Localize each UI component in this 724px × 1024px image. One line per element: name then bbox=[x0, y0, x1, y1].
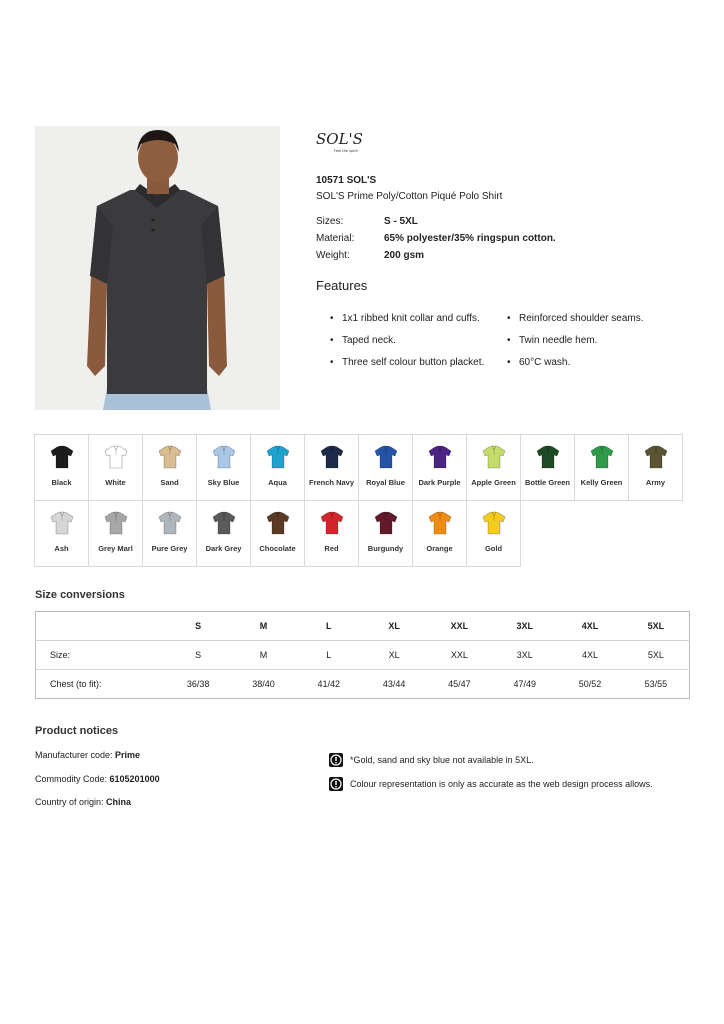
product-info bbox=[316, 128, 696, 377]
colour-swatch bbox=[142, 500, 197, 567]
colour-swatch bbox=[304, 434, 359, 501]
colour-swatch bbox=[466, 500, 521, 567]
polo-shirt-icon bbox=[211, 444, 237, 470]
polo-shirt-icon bbox=[265, 444, 291, 470]
colour-swatches bbox=[34, 434, 682, 566]
colour-swatch-label: Burgundy bbox=[367, 544, 404, 553]
colour-swatch-label: Gold bbox=[484, 544, 503, 553]
info-icon bbox=[329, 777, 343, 791]
feature-item: • Three self colour button placket. bbox=[330, 355, 500, 371]
polo-shirt-icon bbox=[643, 444, 669, 470]
table-cell bbox=[36, 612, 166, 641]
table-cell: 5XL bbox=[647, 621, 665, 631]
brand-logo bbox=[316, 128, 376, 154]
product-specs bbox=[316, 216, 696, 267]
feature-item: • 60°C wash. bbox=[507, 355, 644, 371]
table-cell: Chest (to fit): bbox=[36, 670, 166, 699]
polo-shirt-icon bbox=[49, 444, 75, 470]
colour-swatch bbox=[412, 434, 467, 501]
colour-swatch-label: Royal Blue bbox=[366, 478, 405, 487]
svg-text:SOL'S: SOL'S bbox=[316, 130, 363, 148]
colour-swatch bbox=[520, 434, 575, 501]
table-cell: 3XL bbox=[516, 621, 533, 631]
features-heading: Features bbox=[316, 278, 368, 293]
commodity-code: Commodity Code: 6105201000 bbox=[35, 773, 160, 784]
polo-shirt-icon bbox=[373, 444, 399, 470]
table-header-row bbox=[36, 612, 690, 641]
table-cell: 45/47 bbox=[427, 670, 492, 699]
table-cell: XXL bbox=[427, 641, 492, 670]
colour-swatch-label: Ash bbox=[54, 544, 69, 553]
colour-swatch bbox=[628, 434, 683, 501]
colour-swatch bbox=[574, 434, 629, 501]
product-code: 10571 SOL'S bbox=[316, 175, 377, 186]
colour-swatch-label: Sand bbox=[160, 478, 179, 487]
table-cell: Size: bbox=[36, 641, 166, 670]
colour-swatch-label: Sky Blue bbox=[207, 478, 240, 487]
table-cell: L bbox=[326, 621, 332, 631]
colour-swatch bbox=[196, 500, 251, 567]
colour-swatch bbox=[196, 434, 251, 501]
swatch-row-1 bbox=[34, 434, 682, 500]
table-cell: L bbox=[296, 641, 361, 670]
polo-shirt-icon bbox=[265, 510, 291, 536]
polo-shirt-icon bbox=[481, 510, 507, 536]
product-details bbox=[35, 750, 160, 821]
polo-shirt-icon bbox=[157, 510, 183, 536]
features-list bbox=[316, 311, 696, 377]
colour-swatch-label: White bbox=[105, 478, 126, 487]
country-of-origin: Country of origin: China bbox=[35, 797, 132, 807]
table-cell: S bbox=[195, 621, 202, 631]
colour-swatch bbox=[304, 500, 359, 567]
table-cell: XL bbox=[361, 641, 426, 670]
table-cell: 47/49 bbox=[492, 670, 557, 699]
table-cell: 4XL bbox=[557, 641, 622, 670]
colour-swatch-label: French Navy bbox=[308, 478, 355, 487]
colour-swatch-label: Kelly Green bbox=[580, 478, 623, 487]
spec-sizes: Sizes: S - 5XL bbox=[316, 216, 418, 227]
colour-swatch-label: Red bbox=[324, 544, 339, 553]
svg-text:Feel the spirit: Feel the spirit bbox=[334, 149, 358, 153]
product-notices-heading: Product notices bbox=[35, 725, 119, 737]
swatch-row-2 bbox=[34, 500, 682, 566]
table-cell: 36/38 bbox=[166, 670, 231, 699]
colour-swatch bbox=[466, 434, 521, 501]
feature-item: • Twin needle hem. bbox=[507, 333, 644, 349]
table-row bbox=[36, 641, 690, 670]
polo-shirt-icon bbox=[373, 510, 399, 536]
features-column-2 bbox=[503, 311, 644, 377]
table-cell: 38/40 bbox=[231, 670, 296, 699]
size-conversion-table bbox=[35, 611, 690, 699]
table-cell: XL bbox=[388, 621, 400, 631]
table-cell: M bbox=[259, 621, 268, 631]
table-cell: 43/44 bbox=[361, 670, 426, 699]
polo-shirt-icon bbox=[481, 444, 507, 470]
colour-swatch-label: Grey Marl bbox=[98, 544, 133, 553]
colour-swatch-label: Dark Grey bbox=[205, 544, 242, 553]
polo-shirt-icon bbox=[211, 510, 237, 536]
colour-swatch-label: Pure Grey bbox=[151, 544, 188, 553]
table-cell: S bbox=[166, 641, 231, 670]
colour-swatch bbox=[34, 500, 89, 567]
table-cell: XXL bbox=[450, 621, 469, 631]
polo-shirt-icon bbox=[157, 444, 183, 470]
colour-swatch-label: Bottle Green bbox=[524, 478, 570, 487]
table-cell: 41/42 bbox=[296, 670, 361, 699]
colour-swatch bbox=[142, 434, 197, 501]
manufacturer-code: Manufacturer code: Prime bbox=[35, 750, 141, 760]
colour-swatch-label: Aqua bbox=[268, 478, 287, 487]
feature-item: • 1x1 ribbed knit collar and cuffs. bbox=[330, 311, 500, 327]
colour-swatch bbox=[250, 500, 305, 567]
polo-shirt-icon bbox=[319, 444, 345, 470]
table-row bbox=[36, 670, 690, 699]
colour-swatch-label: Army bbox=[645, 478, 666, 487]
size-conversions-heading: Size conversions bbox=[35, 589, 125, 601]
features-column-1 bbox=[316, 311, 503, 377]
polo-shirt-icon bbox=[103, 510, 129, 536]
product-title: SOL'S Prime Poly/Cotton Piqué Polo Shirt bbox=[316, 191, 503, 202]
product-photo bbox=[35, 126, 280, 410]
notices-list bbox=[329, 748, 653, 796]
colour-swatch-label: Apple Green bbox=[471, 478, 516, 487]
info-icon bbox=[329, 753, 343, 767]
table-cell: 5XL bbox=[623, 641, 690, 670]
spec-weight: Weight: 200 gsm bbox=[316, 250, 425, 261]
colour-swatch bbox=[88, 500, 143, 567]
polo-shirt-icon bbox=[535, 444, 561, 470]
polo-shirt-icon bbox=[49, 510, 75, 536]
colour-swatch-label: Orange bbox=[426, 544, 453, 553]
colour-swatch bbox=[250, 434, 305, 501]
table-cell: 4XL bbox=[581, 621, 599, 631]
colour-swatch-label: Black bbox=[51, 478, 72, 487]
colour-swatch-label: Dark Purple bbox=[418, 478, 461, 487]
polo-shirt-icon bbox=[589, 444, 615, 470]
table-cell: 50/52 bbox=[557, 670, 622, 699]
polo-shirt-icon bbox=[319, 510, 345, 536]
notice-item: Colour representation is only as accurate as the web design process allows. bbox=[329, 772, 653, 796]
table-cell: M bbox=[231, 641, 296, 670]
colour-swatch bbox=[358, 434, 413, 501]
feature-item: • Taped neck. bbox=[330, 333, 500, 349]
feature-item: • Reinforced shoulder seams. bbox=[507, 311, 644, 327]
polo-shirt-icon bbox=[103, 444, 129, 470]
colour-swatch bbox=[34, 434, 89, 501]
table-cell: 53/55 bbox=[623, 670, 690, 699]
polo-shirt-icon bbox=[427, 444, 453, 470]
colour-swatch-label: Chocolate bbox=[259, 544, 296, 553]
notice-item: *Gold, sand and sky blue not available in 5XL. bbox=[329, 748, 653, 772]
polo-shirt-icon bbox=[427, 510, 453, 536]
spec-material: Material: 65% polyester/35% ringspun cotton. bbox=[316, 233, 556, 244]
colour-swatch bbox=[412, 500, 467, 567]
colour-swatch bbox=[88, 434, 143, 501]
table-cell: 3XL bbox=[492, 641, 557, 670]
colour-swatch bbox=[358, 500, 413, 567]
